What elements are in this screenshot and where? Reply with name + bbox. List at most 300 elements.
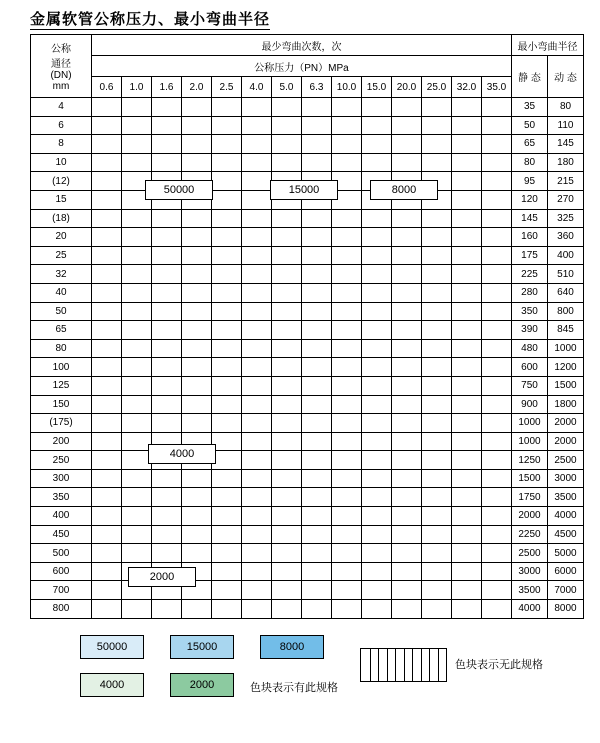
spec-cell: [422, 581, 452, 600]
static-radius-cell: 95: [512, 172, 548, 191]
spec-cell: [392, 153, 422, 172]
dn-value-cell: 20: [31, 228, 92, 247]
table-row: [31, 562, 584, 581]
spec-cell: [182, 283, 212, 302]
spec-cell: [212, 283, 242, 302]
spec-cell: [482, 172, 512, 191]
static-radius-cell: 350: [512, 302, 548, 321]
legend-note-color: 色块表示有此规格: [250, 682, 338, 694]
spec-cell: [362, 228, 392, 247]
spec-cell: [332, 98, 362, 117]
spec-cell: [242, 414, 272, 433]
spec-cell: [152, 321, 182, 340]
dn-value-cell: 450: [31, 525, 92, 544]
table-row: [31, 358, 584, 377]
spec-cell: [482, 358, 512, 377]
spec-cell: [362, 507, 392, 526]
legend-blank-divider: [378, 649, 379, 681]
spec-cell: [152, 488, 182, 507]
spec-cell: [362, 246, 392, 265]
spec-cell: [182, 135, 212, 154]
spec-cell: [182, 358, 212, 377]
spec-cell: [422, 376, 452, 395]
spec-cell: [92, 209, 122, 228]
spec-cell: [332, 600, 362, 619]
static-radius-cell: 900: [512, 395, 548, 414]
spec-cell: [302, 358, 332, 377]
spec-cell: [272, 414, 302, 433]
spec-cell: [452, 507, 482, 526]
spec-cell: [212, 507, 242, 526]
header-row-1: [31, 35, 584, 56]
spec-cell: [362, 432, 392, 451]
static-radius-cell: 145: [512, 209, 548, 228]
spec-cell: [392, 265, 422, 284]
spec-cell: [212, 228, 242, 247]
dynamic-radius-cell: 8000: [548, 600, 584, 619]
spec-cell: [392, 116, 422, 135]
spec-cell: [212, 469, 242, 488]
dn-value-cell: 4: [31, 98, 92, 117]
dynamic-radius-cell: 4500: [548, 525, 584, 544]
spec-cell: [212, 544, 242, 563]
dynamic-radius-cell: 3000: [548, 469, 584, 488]
dn-value-cell: 6: [31, 116, 92, 135]
dynamic-radius-cell: 400: [548, 246, 584, 265]
min-radius-header: 最小弯曲半径: [512, 35, 584, 56]
spec-cell: [332, 581, 362, 600]
pressure-column-header: 35.0: [482, 77, 512, 98]
spec-cell: [452, 376, 482, 395]
spec-cell: [452, 451, 482, 470]
static-radius-cell: 750: [512, 376, 548, 395]
spec-cell: [452, 153, 482, 172]
spec-cell: [92, 172, 122, 191]
spec-cell: [332, 432, 362, 451]
table-row: [31, 600, 584, 619]
spec-cell: [362, 98, 392, 117]
spec-cell: [422, 153, 452, 172]
spec-cell: [92, 600, 122, 619]
dynamic-radius-cell: 145: [548, 135, 584, 154]
spec-cell: [242, 525, 272, 544]
spec-cell: [422, 600, 452, 619]
legend-swatch: 50000: [80, 635, 144, 659]
pressure-column-header: 0.6: [92, 77, 122, 98]
spec-cell: [122, 246, 152, 265]
spec-cell: [122, 283, 152, 302]
header-row-2: [31, 56, 584, 77]
spec-cell: [362, 153, 392, 172]
spec-cell: [152, 544, 182, 563]
spec-cell: [242, 265, 272, 284]
static-radius-cell: 65: [512, 135, 548, 154]
static-radius-cell: 480: [512, 339, 548, 358]
spec-cell: [212, 525, 242, 544]
spec-cell: [212, 600, 242, 619]
spec-cell: [482, 228, 512, 247]
legend-blank-divider: [395, 649, 396, 681]
spec-cell: [212, 376, 242, 395]
dn-value-cell: 80: [31, 339, 92, 358]
spec-cell: [272, 395, 302, 414]
spec-cell: [392, 395, 422, 414]
dn-value-cell: 8: [31, 135, 92, 154]
pressure-column-header: 4.0: [242, 77, 272, 98]
spec-cell: [242, 358, 272, 377]
pressure-column-header: 2.5: [212, 77, 242, 98]
spec-cell: [452, 414, 482, 433]
spec-cell: [242, 376, 272, 395]
dynamic-header: 动 态: [548, 56, 584, 98]
spec-cell: [392, 321, 422, 340]
inline-count-tag: 2000: [128, 567, 196, 587]
spec-cell: [212, 321, 242, 340]
static-radius-cell: 3500: [512, 581, 548, 600]
spec-cell: [452, 432, 482, 451]
pressure-column-header: 5.0: [272, 77, 302, 98]
spec-cell: [452, 116, 482, 135]
spec-cell: [182, 153, 212, 172]
spec-cell: [92, 302, 122, 321]
spec-cell: [332, 451, 362, 470]
table-row: [31, 321, 584, 340]
spec-cell: [242, 190, 272, 209]
spec-cell: [92, 488, 122, 507]
spec-cell: [272, 302, 302, 321]
spec-cell: [122, 469, 152, 488]
dynamic-radius-cell: 6000: [548, 562, 584, 581]
spec-cell: [392, 98, 422, 117]
dn-value-cell: 250: [31, 451, 92, 470]
table-row: [31, 98, 584, 117]
spec-cell: [122, 98, 152, 117]
spec-cell: [212, 153, 242, 172]
table-row: [31, 283, 584, 302]
static-radius-cell: 160: [512, 228, 548, 247]
spec-cell: [212, 581, 242, 600]
spec-cell: [152, 395, 182, 414]
spec-cell: [302, 544, 332, 563]
spec-cell: [302, 507, 332, 526]
spec-cell: [152, 283, 182, 302]
dynamic-radius-cell: 3500: [548, 488, 584, 507]
spec-cell: [212, 135, 242, 154]
dn-value-cell: 800: [31, 600, 92, 619]
spec-cell: [122, 600, 152, 619]
table-row: [31, 544, 584, 563]
static-radius-cell: 80: [512, 153, 548, 172]
spec-cell: [242, 228, 272, 247]
table-row: [31, 488, 584, 507]
spec-cell: [392, 469, 422, 488]
spec-cell: [182, 209, 212, 228]
table-row: [31, 469, 584, 488]
spec-cell: [422, 265, 452, 284]
spec-cell: [272, 581, 302, 600]
spec-cell: [392, 283, 422, 302]
table-body: [31, 98, 584, 619]
spec-cell: [272, 228, 302, 247]
spec-cell: [482, 451, 512, 470]
spec-cell: [452, 321, 482, 340]
table-row: [31, 228, 584, 247]
spec-cell: [302, 321, 332, 340]
dn-value-cell: 50: [31, 302, 92, 321]
spec-cell: [362, 283, 392, 302]
dn-value-cell: (12): [31, 172, 92, 191]
spec-cell: [242, 302, 272, 321]
spec-cell: [92, 562, 122, 581]
spec-cell: [422, 135, 452, 154]
spec-cell: [92, 116, 122, 135]
spec-cell: [152, 228, 182, 247]
spec-cell: [272, 562, 302, 581]
spec-cell: [182, 507, 212, 526]
spec-cell: [362, 395, 392, 414]
spec-cell: [92, 153, 122, 172]
spec-cell: [242, 451, 272, 470]
static-radius-cell: 1250: [512, 451, 548, 470]
dn-header-line-2: 通径: [51, 59, 71, 70]
spec-cell: [422, 488, 452, 507]
spec-cell: [242, 283, 272, 302]
spec-cell: [482, 507, 512, 526]
pressure-column-header: 6.3: [302, 77, 332, 98]
spec-cell: [212, 246, 242, 265]
spec-cell: [452, 209, 482, 228]
spec-cell: [422, 432, 452, 451]
spec-cell: [332, 376, 362, 395]
spec-cell: [212, 302, 242, 321]
spec-cell: [482, 488, 512, 507]
spec-cell: [482, 414, 512, 433]
spec-cell: [362, 116, 392, 135]
spec-cell: [302, 246, 332, 265]
table-row: [31, 507, 584, 526]
spec-cell: [302, 562, 332, 581]
legend-note-blank: 色块表示无此规格: [455, 659, 543, 671]
spec-cell: [122, 376, 152, 395]
spec-cell: [332, 265, 362, 284]
pressure-column-header: 25.0: [422, 77, 452, 98]
table-row: [31, 246, 584, 265]
dynamic-radius-cell: 270: [548, 190, 584, 209]
spec-cell: [332, 339, 362, 358]
static-radius-cell: 390: [512, 321, 548, 340]
spec-cell: [122, 525, 152, 544]
legend-blank-divider: [404, 649, 405, 681]
spec-cell: [272, 525, 302, 544]
spec-cell: [92, 525, 122, 544]
dynamic-radius-cell: 1000: [548, 339, 584, 358]
header-row-3-pressure-columns: [31, 77, 584, 98]
spec-cell: [122, 414, 152, 433]
spec-cell: [302, 395, 332, 414]
table-row: [31, 116, 584, 135]
spec-cell: [362, 544, 392, 563]
spec-cell: [212, 358, 242, 377]
inline-count-tag: 4000: [148, 444, 216, 464]
static-radius-cell: 35: [512, 98, 548, 117]
spec-cell: [242, 600, 272, 619]
spec-cell: [182, 414, 212, 433]
inline-count-tag: 8000: [370, 180, 438, 200]
spec-cell: [212, 339, 242, 358]
spec-cell: [362, 414, 392, 433]
pressure-column-header: 15.0: [362, 77, 392, 98]
spec-cell: [122, 488, 152, 507]
spec-cell: [272, 246, 302, 265]
static-radius-cell: 1500: [512, 469, 548, 488]
spec-cell: [332, 507, 362, 526]
spec-cell: [92, 432, 122, 451]
spec-cell: [452, 283, 482, 302]
dynamic-radius-cell: 800: [548, 302, 584, 321]
spec-cell: [92, 283, 122, 302]
legend-blank-divider: [438, 649, 439, 681]
spec-cell: [152, 209, 182, 228]
spec-cell: [422, 414, 452, 433]
spec-cell: [482, 432, 512, 451]
spec-cell: [392, 358, 422, 377]
table-header: [31, 35, 584, 98]
spec-cell: [272, 321, 302, 340]
spec-cell: [92, 507, 122, 526]
spec-cell: [242, 153, 272, 172]
dn-value-cell: 40: [31, 283, 92, 302]
table-row: [31, 581, 584, 600]
dynamic-radius-cell: 845: [548, 321, 584, 340]
spec-cell: [152, 302, 182, 321]
spec-cell: [392, 525, 422, 544]
dynamic-radius-cell: 2000: [548, 414, 584, 433]
spec-cell: [92, 135, 122, 154]
static-radius-cell: 600: [512, 358, 548, 377]
spec-cell: [92, 451, 122, 470]
spec-cell: [332, 525, 362, 544]
spec-cell: [242, 246, 272, 265]
spec-cell: [482, 190, 512, 209]
spec-cell: [332, 246, 362, 265]
legend-blank-divider: [421, 649, 422, 681]
dn-value-cell: 350: [31, 488, 92, 507]
table-row: [31, 135, 584, 154]
legend-blank-swatch: [360, 648, 447, 682]
legend-swatch: 4000: [80, 673, 144, 697]
pressure-column-header: 32.0: [452, 77, 482, 98]
spec-cell: [452, 562, 482, 581]
spec-cell: [182, 525, 212, 544]
spec-cell: [362, 469, 392, 488]
spec-cell: [212, 172, 242, 191]
spec-cell: [452, 544, 482, 563]
spec-cell: [392, 246, 422, 265]
spec-cell: [362, 302, 392, 321]
table-row: [31, 339, 584, 358]
spec-cell: [182, 116, 212, 135]
spec-cell: [152, 135, 182, 154]
spec-cell: [362, 600, 392, 619]
pressure-column-header: 2.0: [182, 77, 212, 98]
dynamic-radius-cell: 510: [548, 265, 584, 284]
spec-cell: [332, 414, 362, 433]
spec-cell: [422, 339, 452, 358]
dynamic-radius-cell: 640: [548, 283, 584, 302]
spec-cell: [422, 228, 452, 247]
dynamic-radius-cell: 7000: [548, 581, 584, 600]
spec-cell: [242, 116, 272, 135]
spec-cell: [212, 98, 242, 117]
spec-cell: [242, 432, 272, 451]
table-row: [31, 209, 584, 228]
spec-cell: [452, 395, 482, 414]
dn-value-cell: 25: [31, 246, 92, 265]
dn-value-cell: 200: [31, 432, 92, 451]
spec-cell: [152, 116, 182, 135]
spec-cell: [422, 98, 452, 117]
spec-cell: [182, 376, 212, 395]
spec-cell: [182, 321, 212, 340]
spec-cell: [392, 135, 422, 154]
pressure-header: 公称压力（PN）MPa: [92, 56, 512, 77]
spec-cell: [452, 600, 482, 619]
spec-cell: [332, 469, 362, 488]
spec-cell: [332, 228, 362, 247]
spec-cell: [272, 283, 302, 302]
spec-cell: [422, 358, 452, 377]
spec-cell: [332, 321, 362, 340]
spec-cell: [482, 321, 512, 340]
spec-cell: [302, 339, 332, 358]
spec-cell: [302, 228, 332, 247]
spec-cell: [332, 302, 362, 321]
dn-value-cell: 700: [31, 581, 92, 600]
spec-cell: [482, 525, 512, 544]
spec-cell: [392, 600, 422, 619]
spec-cell: [422, 451, 452, 470]
spec-cell: [422, 302, 452, 321]
spec-cell: [152, 246, 182, 265]
spec-cell: [362, 581, 392, 600]
spec-cell: [122, 395, 152, 414]
spec-cell: [482, 544, 512, 563]
spec-cell: [302, 581, 332, 600]
spec-cell: [452, 358, 482, 377]
spec-cell: [122, 451, 152, 470]
spec-cell: [302, 432, 332, 451]
spec-cell: [122, 116, 152, 135]
dynamic-radius-cell: 325: [548, 209, 584, 228]
spec-cell: [362, 358, 392, 377]
spec-cell: [452, 488, 482, 507]
spec-cell: [422, 544, 452, 563]
dn-value-cell: 32: [31, 265, 92, 284]
static-radius-cell: 2250: [512, 525, 548, 544]
spec-cell: [182, 265, 212, 284]
spec-cell: [422, 283, 452, 302]
dynamic-radius-cell: 1200: [548, 358, 584, 377]
spec-cell: [482, 339, 512, 358]
spec-cell: [452, 98, 482, 117]
spec-cell: [302, 283, 332, 302]
dn-value-cell: 15: [31, 190, 92, 209]
spec-cell: [242, 98, 272, 117]
spec-cell: [122, 432, 152, 451]
spec-cell: [272, 209, 302, 228]
spec-cell: [182, 246, 212, 265]
pressure-column-header: 10.0: [332, 77, 362, 98]
